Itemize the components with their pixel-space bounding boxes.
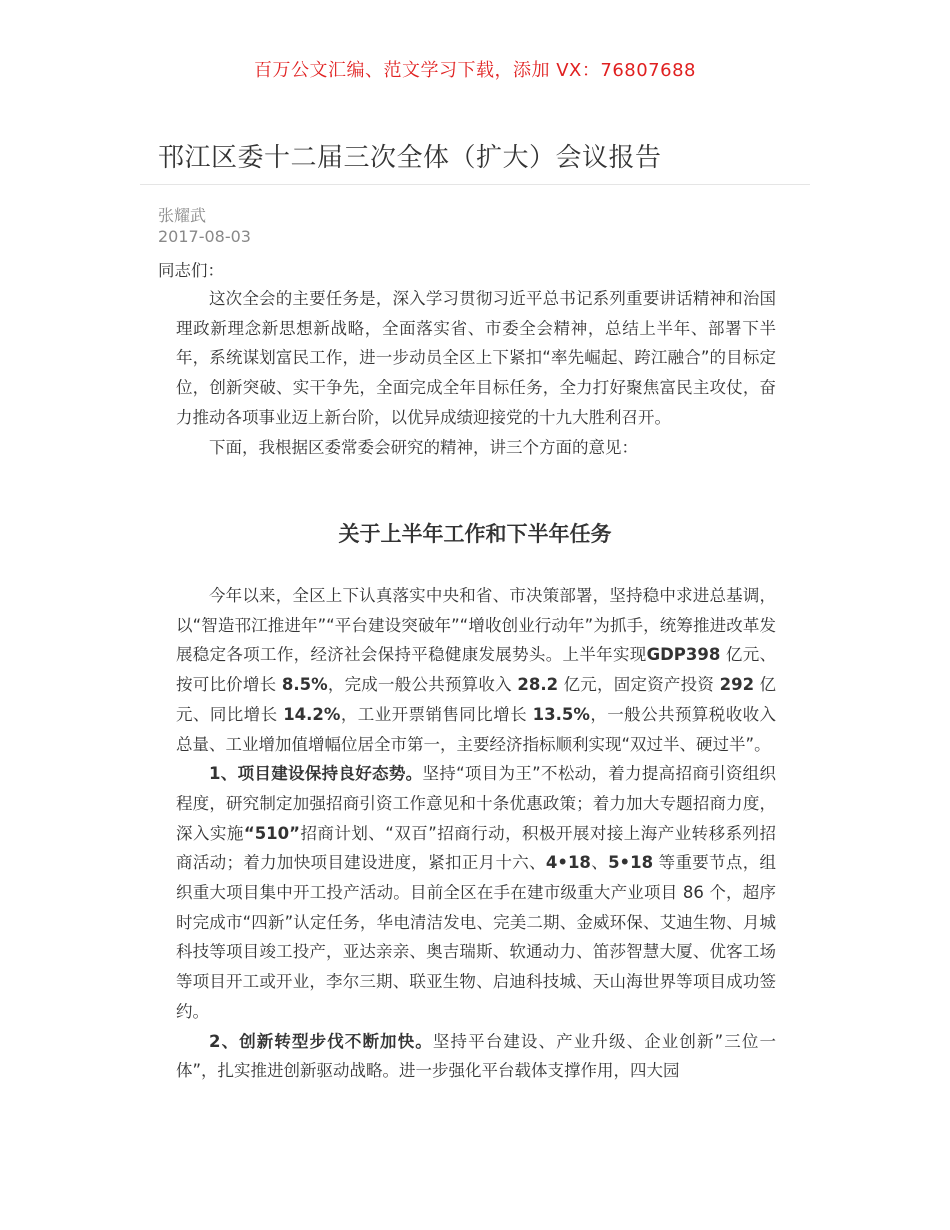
article-date: 2017-08-03 <box>158 227 251 246</box>
body-block <box>176 581 776 1086</box>
item1-paragraph: 1、项目建设保持良好态势。坚持“项目为王”不松动，着力提高招商引资组织程度，研究制定加强招商引资工作意见和十条优惠政策；着力加大专题招商力度，深入实施“510”招商计划、“双百”招商行动，积极开展对接上海产业转移系列招商活动；着力加快项目建设进度，紧扣正月十六、4•18、5•18 等重要节点，组织重大项目集中开工投产活动。目前全区在手在建市级重大产业项目 86 个，超序时完成市“四新”认定任务，华电清洁发电、完美二期、金威环保、艾迪生物、月城科技等项目竣工投产，亚达亲亲、奥吉瑞斯、软通动力、笛莎智慧大厦、优客工场等项目开工或开业，李尔三期、联亚生物、启迪科技城、天山海世界等项目成功签约。 <box>176 764 777 1021</box>
intro-paragraph: 下面，我根据区委常委会研究的精神，讲三个方面的意见： <box>209 437 638 457</box>
item1-heading: 1、项目建设保持良好态势。 <box>209 764 423 784</box>
gdp-growth-value: 8.5% <box>281 675 328 695</box>
section-heading: 关于上半年工作和下半年任务 <box>338 522 612 546</box>
title-divider <box>140 184 810 185</box>
overview-paragraph: 今年以来，全区上下认真落实中央和省、市决策部署，坚持稳中求进总基调，以“智造邗江推进年”“平台建设突破年”“增收创业行动年”为抓手，统筹推进改革发展稳定各项工作，经济社会保持平稳健康发展势头。上半年实现GDP398 亿元、按可比价增长 8.5%，完成一般公共预算收入 28.2 亿元，固定资产投资 292 亿元、同比增长 14.2%，工业开票销售同比增长 13.5%，一般公共预算税收收入总量、工业增加值增幅位居全市第一，主要经济指标顺利实现“双过半、硬过半”。 <box>176 586 777 754</box>
fixed-investment-value: 292 <box>719 675 755 695</box>
item2-paragraph: 2、创新转型步伐不断加快。坚持平台建设、产业升级、企业创新”三位一体”，扎实推进创新驱动战略。进一步强化平台载体支撑作用，四大园 <box>176 1031 776 1081</box>
gdp-value: GDP398 <box>646 645 721 665</box>
item2-heading: 2、创新转型步伐不断加快。 <box>209 1031 433 1051</box>
intro-paragraph: 这次全会的主要任务是，深入学习贯彻习近平总书记系列重要讲话精神和治国理政新理念新思想新战略，全面落实省、市委全会精神，总结上半年、部署下半年，系统谋划富民工作，进一步动员全区上下紧扣“率先崛起、跨江融合”的目标定位，创新突破、实干争先，全面完成全年目标任务，全力打好聚焦富民主攻仗，奋力推动各项事业迈上新台阶，以优异成绩迎接党的十九大胜利召开。 <box>176 289 776 427</box>
salutation: 同志们： <box>158 261 224 280</box>
budget-income-value: 28.2 <box>517 675 559 695</box>
intro-block <box>176 284 776 462</box>
article-author: 张耀武 <box>158 206 207 225</box>
promo-banner: 百万公文汇编、范文学习下载，添加 VX：76807688 <box>254 60 696 81</box>
item1-date2: 5•18 <box>608 853 654 873</box>
item1-date1: 4•18 <box>545 853 591 873</box>
article-title: 邗江区委十二届三次全体（扩大）会议报告 <box>158 143 662 173</box>
industrial-sales-growth-value: 13.5% <box>532 704 590 724</box>
investment-growth-value: 14.2% <box>283 704 341 724</box>
item1-plan: “510” <box>243 823 300 843</box>
